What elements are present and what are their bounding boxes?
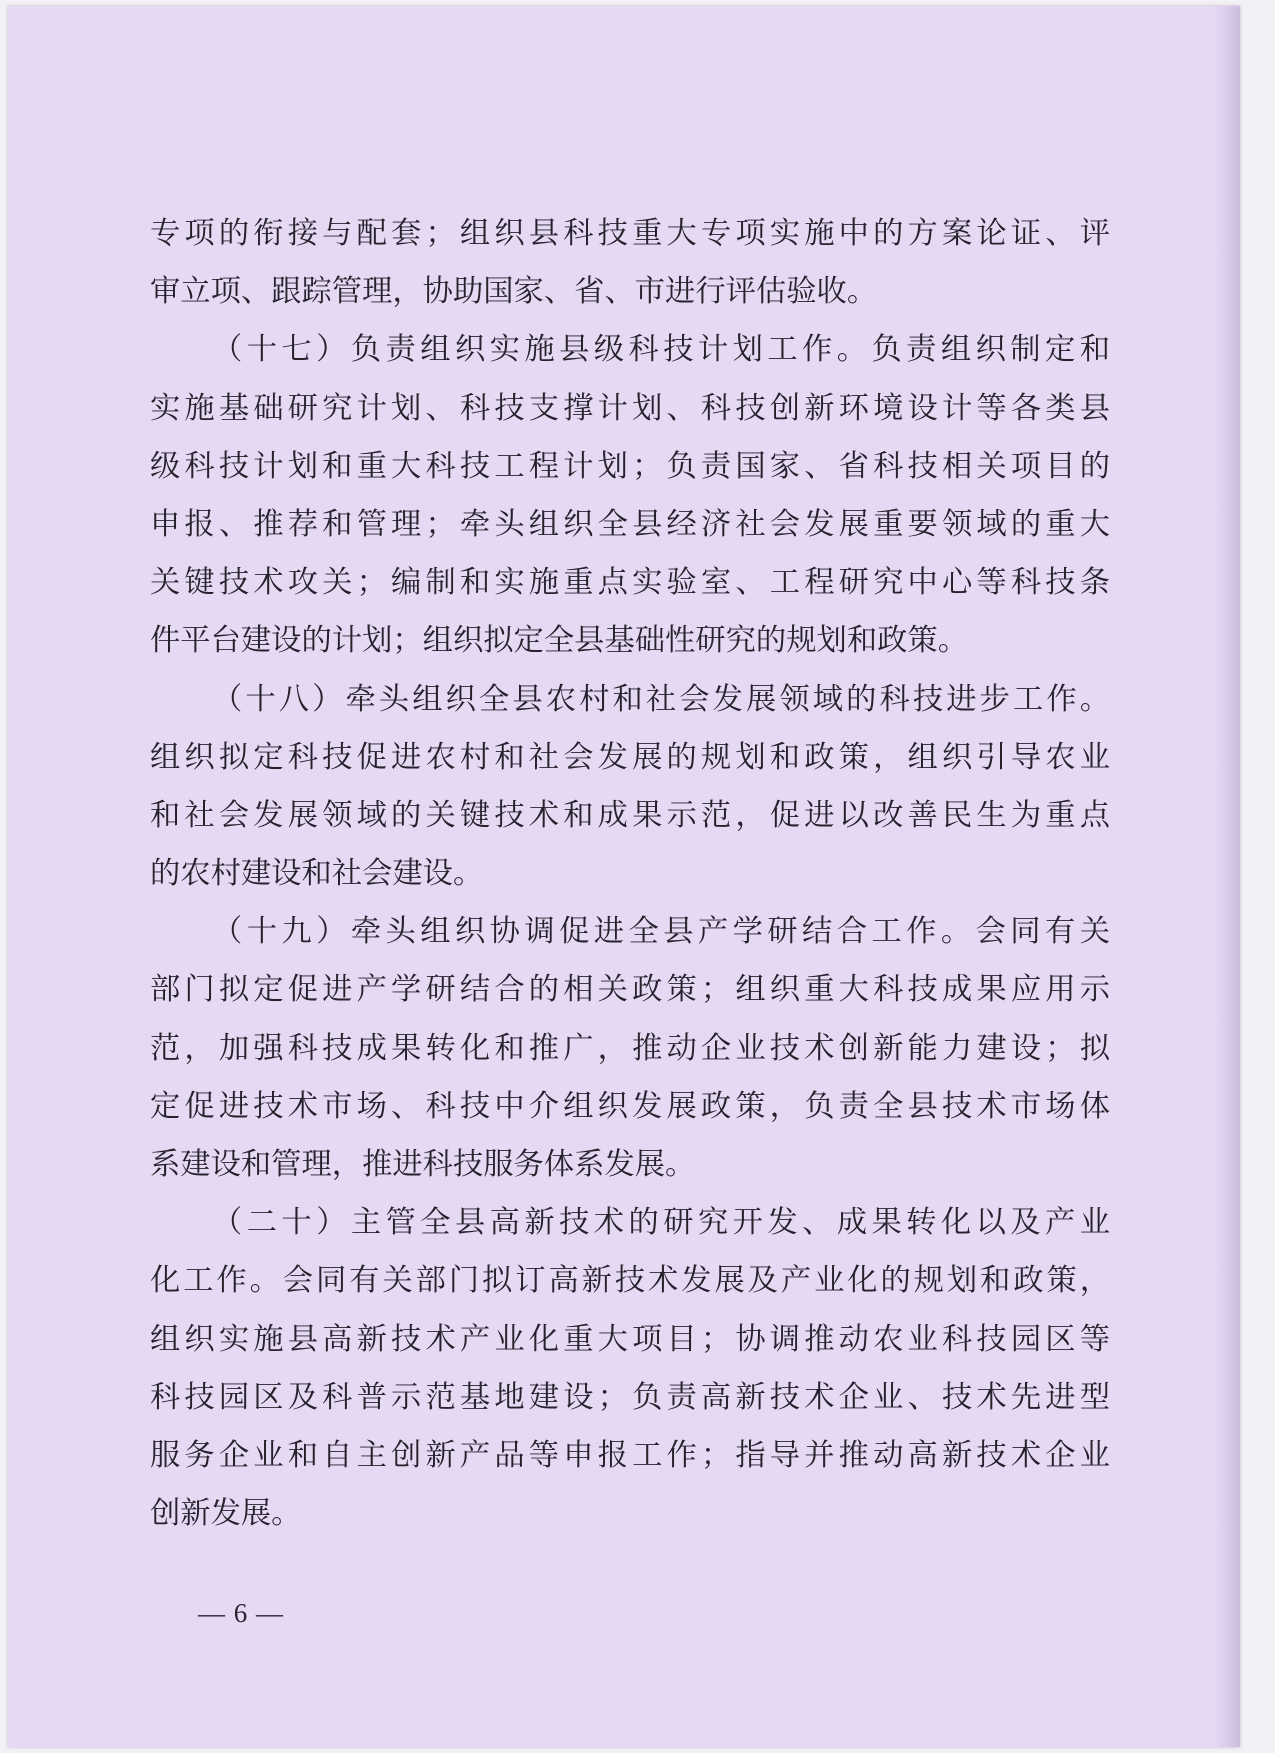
text-line: 专项的衔接与配套；组织县科技重大专项实施中的方案论证、评 bbox=[150, 216, 1110, 251]
text-line: 组织拟定科技促进农村和社会发展的规划和政策，组织引导农业 bbox=[150, 739, 1110, 775]
paragraph-first-line: （二十）主管全县高新技术的研究开发、成果转化以及产业 bbox=[212, 1205, 1110, 1241]
text-line: 级科技计划和重大科技工程计划；负责国家、省科技相关项目的 bbox=[150, 448, 1110, 484]
text-line: 审立项、跟踪管理，协助国家、省、市进行评估验收。 bbox=[150, 274, 878, 310]
paragraph-first-line: （十九）牵头组织协调促进全县产学研结合工作。会同有关 bbox=[212, 914, 1110, 950]
text-line: 组织实施县高新技术产业化重大项目；协调推动农业科技园区等 bbox=[150, 1321, 1110, 1357]
text-line: 关键技术攻关；编制和实施重点实验室、工程研究中心等科技条 bbox=[150, 565, 1110, 601]
text-line: 化工作。会同有关部门拟订高新技术发展及产业化的规划和政策， bbox=[150, 1263, 1110, 1299]
page-number: — 6 — bbox=[198, 1598, 284, 1628]
text-line: 定促进技术市场、科技中介组织发展政策，负责全县技术市场体 bbox=[150, 1088, 1110, 1124]
text-line: 范，加强科技成果转化和推广，推动企业技术创新能力建设；拟 bbox=[150, 1030, 1110, 1066]
text-line: 部门拟定促进产学研结合的相关政策；组织重大科技成果应用示 bbox=[150, 972, 1110, 1008]
document-body bbox=[150, 205, 1110, 1543]
paragraph-first-line: （十八）牵头组织全县农村和社会发展领域的科技进步工作。 bbox=[212, 681, 1110, 717]
text-line: 服务企业和自主创新产品等申报工作；指导并推动高新技术企业 bbox=[150, 1437, 1110, 1473]
text-line: 系建设和管理，推进科技服务体系发展。 bbox=[150, 1147, 696, 1182]
text-line: 和社会发展领域的关键技术和成果示范，促进以改善民生为重点 bbox=[150, 797, 1110, 833]
text-line: 的农村建设和社会建设。 bbox=[150, 856, 484, 892]
text-line: 创新发展。 bbox=[150, 1496, 302, 1532]
paragraph-first-line: （十七）负责组织实施县级科技计划工作。负责组织制定和 bbox=[212, 332, 1110, 368]
text-line: 实施基础研究计划、科技支撑计划、科技创新环境设计等各类县 bbox=[150, 390, 1110, 426]
text-line: 科技园区及科普示范基地建设；负责高新技术企业、技术先进型 bbox=[150, 1379, 1110, 1415]
page-edge-shadow bbox=[1214, 6, 1240, 1747]
text-line: 件平台建设的计划；组织拟定全县基础性研究的规划和政策。 bbox=[150, 623, 969, 659]
text-line: 申报、推荐和管理；牵头组织全县经济社会发展重要领域的重大 bbox=[150, 506, 1110, 542]
